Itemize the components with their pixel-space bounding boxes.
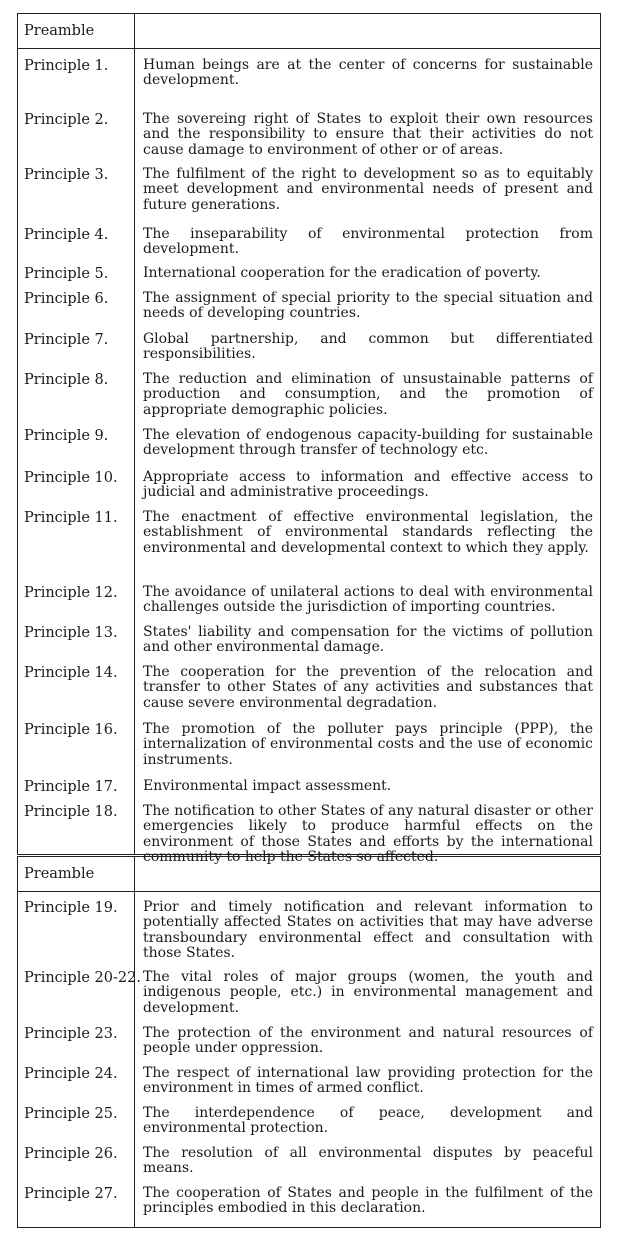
principle-label: Principle 5. [24,266,109,282]
preamble-header: Preamble [24,23,95,39]
principle-text: The cooperation for the prevention of the relocation and transfer to other States of any activities and substances that cause severe environmental degradation. [143,664,593,711]
column-divider [134,857,135,1227]
principle-text: The enactment of effective environmental legislation, the establishment of environmental standards reflecting the environmental and developmental context to which they apply. [143,509,593,556]
principle-text: Human beings are at the center of concerns for sustainable development. [143,57,593,89]
principle-label: Principle 9. [24,428,109,444]
principle-label: Principle 12. [24,585,118,601]
principle-text: The assignment of special priority to the special situation and needs of developing countries. [143,290,593,322]
principle-label: Principle 11. [24,510,118,526]
principle-label: Principle 24. [24,1066,118,1082]
column-divider [134,14,135,854]
principle-text: The fulfilment of the right to development so as to equitably meet development and environmental needs of present and future generations. [143,166,593,213]
principle-label: Principle 6. [24,291,109,307]
principles-table-1 [17,13,601,865]
principle-text: The elevation of endogenous capacity-building for sustainable development through transfer of technology etc. [143,427,593,459]
principle-label: Principle 27. [24,1186,118,1202]
principle-label: Principle 17. [24,779,118,795]
principle-text: The promotion of the polluter pays principle (PPP), the internalization of environmental costs and the use of economic instruments. [143,721,593,768]
principle-label: Principle 3. [24,167,109,183]
principle-label: Principle 10. [24,470,118,486]
principle-text: The inseparability of environmental protection from development. [143,226,593,258]
principle-label: Principle 16. [24,722,118,738]
principle-text: States' liability and compensation for the victims of pollution and other environmental damage. [143,624,593,656]
principle-label: Principle 20-22. [24,970,141,986]
principle-text: The resolution of all environmental disputes by peaceful means. [143,1145,593,1177]
principle-text: Prior and timely notification and relevant information to potentially affected States on activities that may have adverse transboundary environmental effect and consultation with those States. [143,899,593,961]
header-divider [18,48,600,49]
principle-label: Principle 13. [24,625,118,641]
principle-text: The vital roles of major groups (women, the youth and indigenous people, etc.) in environmental management and development. [143,969,593,1016]
principle-text: The cooperation of States and people in the fulfilment of the principles embodied in this declaration. [143,1185,593,1217]
principle-label: Principle 18. [24,804,118,820]
principle-text: Global partnership, and common but differentiated responsibilities. [143,331,593,363]
principle-text: The reduction and elimination of unsustainable patterns of production and consumption, and the promotion of appropriate demographic policies. [143,371,593,418]
principle-label: Principle 4. [24,227,109,243]
header-divider [18,891,600,892]
principle-text: The protection of the environment and natural resources of people under oppression. [143,1025,593,1057]
preamble-header: Preamble [24,866,95,882]
principle-label: Principle 26. [24,1146,118,1162]
principle-text: The interdependence of peace, development and environmental protection. [143,1105,593,1137]
principle-label: Principle 14. [24,665,118,681]
principles-table-2 [17,856,601,1228]
principle-label: Principle 25. [24,1106,118,1122]
principle-text: The sovereing right of States to exploit their own resources and the responsibility to ensure that their activities do not cause damage to environment of other or of areas. [143,111,593,158]
principle-label: Principle 23. [24,1026,118,1042]
principle-text: International cooperation for the eradication of poverty. [143,265,541,281]
principle-label: Principle 1. [24,58,109,74]
principle-label: Principle 8. [24,372,109,388]
principle-label: Principle 7. [24,332,109,348]
principle-text: Environmental impact assessment. [143,778,392,794]
principle-label: Principle 19. [24,900,118,916]
principle-label: Principle 2. [24,112,109,128]
principle-text: The avoidance of unilateral actions to deal with environmental challenges outside the jurisdiction of importing countries. [143,584,593,616]
principle-text: The notification to other States of any natural disaster or other emergencies likely to produce harmful effects on the environment of those States and efforts by the international community to help the States so affected. [143,803,593,865]
principle-text: Appropriate access to information and effective access to judicial and administrative proceedings. [143,469,593,501]
principle-text: The respect of international law providing protection for the environment in times of armed conflict. [143,1065,593,1097]
